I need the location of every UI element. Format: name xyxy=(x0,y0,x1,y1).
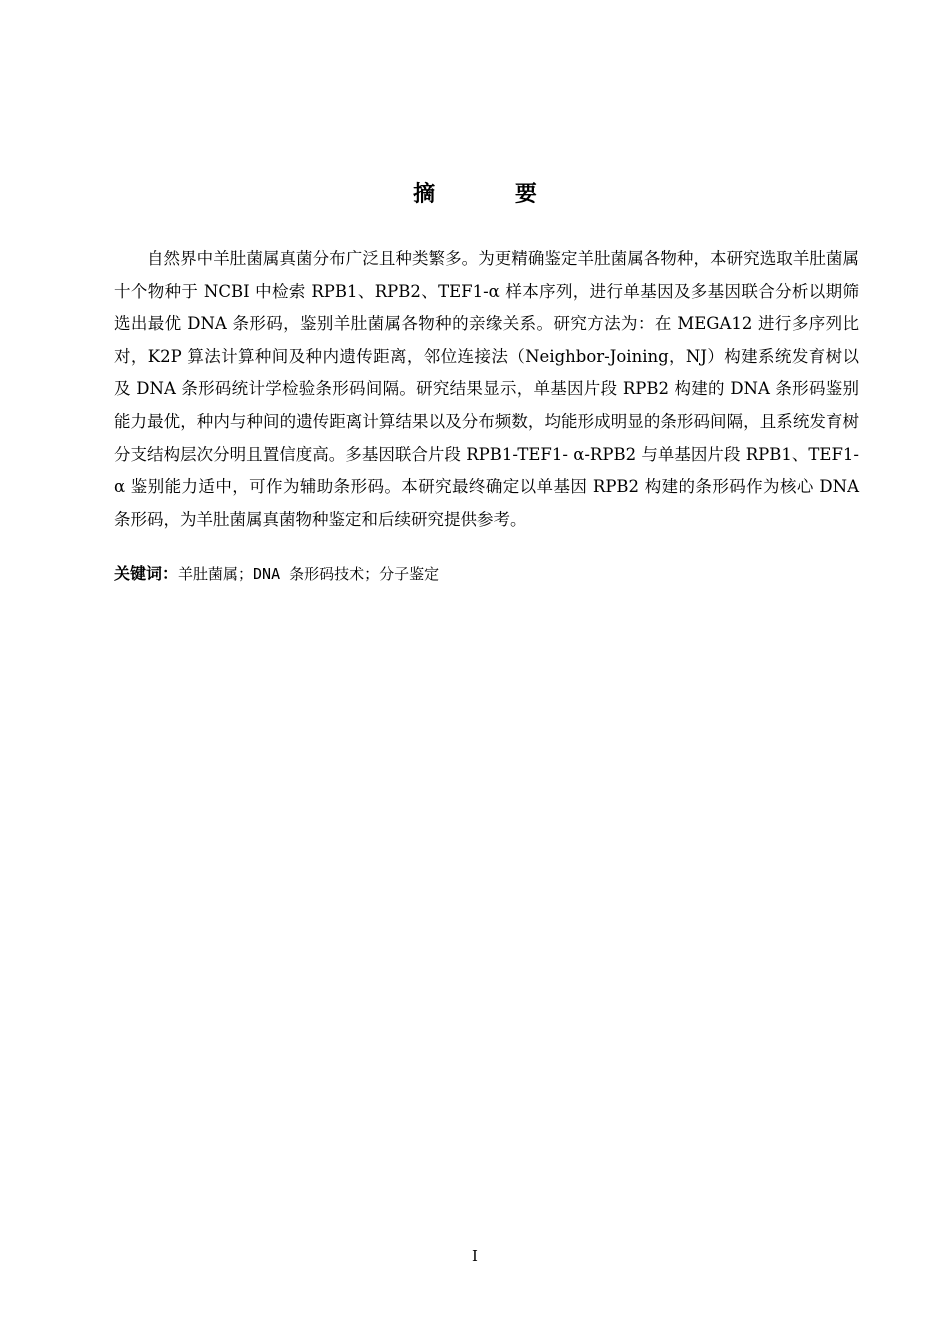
keywords-label: 关键词： xyxy=(114,564,179,583)
abstract-title: 摘 要 xyxy=(413,182,573,207)
keywords-text: 羊肚菌属；DNA 条形码技术；分子鉴定 xyxy=(178,565,440,583)
page-number: I xyxy=(472,1247,478,1265)
keywords-line xyxy=(114,561,859,587)
abstract-body: 自然界中羊肚菌属真菌分布广泛且种类繁多。为更精确鉴定羊肚菌属各物种，本研究选取羊肚菌属十个物种于 NCBI 中检索 RPB1、RPB2、TEF1-α 样本序列，进行单基因及多基因联合分析以期筛选出最优 DNA 条形码，鉴别羊肚菌属各物种的亲缘关系。研究方法为：在 MEGA12 进行多序列比对，K2P 算法计算种间及种内遗传距离，邻位连接法（Neighbor-Joining，NJ）构建系统发育树以及 DNA 条形码统计学检验条形码间隔。研究结果显示，单基因片段 RPB2 构建的 DNA 条形码鉴别能力最优，种内与种间的遗传距离计算结果以及分布频数，均能形成明显的条形码间隔，且系统发育树分支结构层次分明且置信度高。多基因联合片段 RPB1-TEF1- α-RPB2 与单基因片段 RPB1、TEF1-α 鉴别能力适中，可作为辅助条形码。本研究最终确定以单基因 RPB2 构建的条形码作为核心 DNA 条形码，为羊肚菌属真菌物种鉴定和后续研究提供参考。 xyxy=(114,249,859,529)
